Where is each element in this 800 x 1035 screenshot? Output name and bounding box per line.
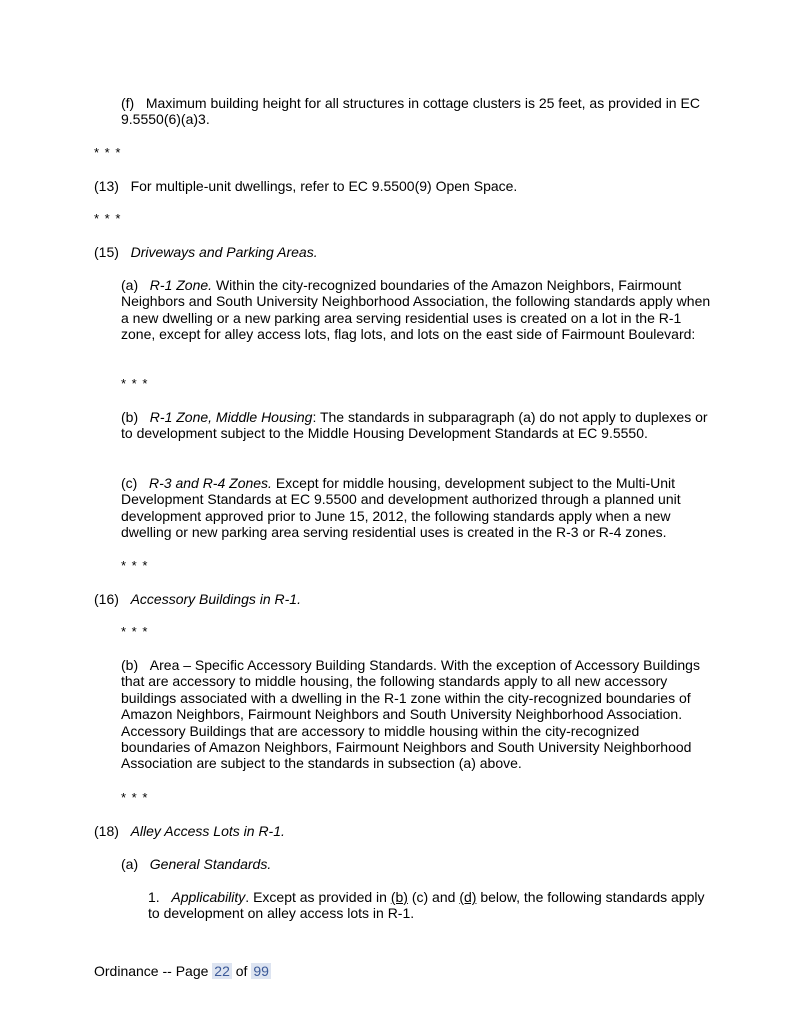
section-heading: Driveways and Parking Areas. bbox=[130, 244, 318, 260]
footer-prefix: Ordinance -- Page bbox=[94, 963, 209, 979]
paragraph-label: (b) bbox=[121, 409, 139, 425]
paragraph-18 bbox=[94, 823, 714, 839]
paragraph-text: : The standards in subparagraph (a) do not apply to duplexes or to development subject to the Middle Housing Development Standards at EC 9.5550. bbox=[121, 409, 708, 442]
paragraph-15a bbox=[121, 277, 711, 343]
paragraph-text: Within the city-recognized boundaries of the Amazon Neighbors, Fairmount Neighbors and South University Neighborhood Association, the following standards apply when a new dwelling or a new parking area serving residential uses is created on a lot in the R-1 zone, except for alley access lots, flag lots, and lots on the east side of Fairmount Boulevard: bbox=[121, 277, 711, 343]
separator: * * * bbox=[121, 558, 149, 573]
paragraph-text: Except for middle housing, development subject to the Multi-Unit Development Standards at EC 9.5500 and development authorized through a planned unit development approved prior to June 15, 2012, the following standards apply when a new dwelling or new parking area serving residential uses is created in the R-3 or R-4 zones. bbox=[121, 475, 681, 541]
paragraph-label: (16) bbox=[94, 591, 119, 607]
paragraph-title: Applicability bbox=[171, 889, 246, 905]
paragraph-text: Area – Specific Accessory Building Standards. With the exception of Accessory Buildings that are accessory to middle housing, the following standards apply to all new accessory buildings associated with a dwelling in the R-1 zone within the city-recognized boundaries of Amazon Neighbors, Fairmount Neighbors and South University Neighborhood Association. Accessory Buildings that are accessory to middle housing within the city-recognized boundaries of Amazon Neighbors, Fairmount Neighbors and South University Neighborhood Association are subject to the standards in subsection (a) above. bbox=[121, 657, 700, 772]
paragraph-18a1 bbox=[148, 889, 708, 922]
paragraph-title: R-1 Zone, Middle Housing bbox=[149, 409, 313, 425]
paragraph-label: (13) bbox=[94, 178, 119, 194]
separator: * * * bbox=[121, 790, 149, 805]
paragraph-15b bbox=[121, 409, 711, 442]
paragraph-13 bbox=[94, 178, 714, 194]
paragraph-title: R-1 Zone. bbox=[149, 277, 213, 293]
paragraph-text: (c) and bbox=[407, 889, 460, 905]
paragraph-16 bbox=[94, 591, 714, 607]
paragraph-label: (f) bbox=[121, 95, 135, 111]
page-footer bbox=[94, 963, 271, 979]
paragraph-label: 1. bbox=[148, 889, 160, 905]
current-page-field[interactable]: 22 bbox=[214, 963, 230, 979]
paragraph-text: below, the following standards apply to development on alley access lots in R-1. bbox=[148, 889, 705, 922]
paragraph-label: (b) bbox=[121, 657, 139, 673]
footer-of: of bbox=[235, 963, 248, 979]
section-heading: Alley Access Lots in R-1. bbox=[130, 823, 285, 839]
paragraph-label: (c) bbox=[121, 475, 138, 491]
paragraph-16b bbox=[121, 657, 711, 772]
paragraph-label: (15) bbox=[94, 244, 119, 260]
separator: * * * bbox=[94, 211, 122, 226]
section-heading: General Standards. bbox=[149, 856, 272, 872]
separator: * * * bbox=[121, 376, 149, 391]
paragraph-label: (a) bbox=[121, 277, 139, 293]
reference-d-link[interactable]: (d) bbox=[459, 889, 477, 905]
separator: * * * bbox=[121, 624, 149, 639]
paragraph-label: (a) bbox=[121, 856, 139, 872]
reference-b-link[interactable]: (b) bbox=[390, 889, 408, 905]
paragraph-label: (18) bbox=[94, 823, 119, 839]
paragraph-18a bbox=[121, 856, 711, 872]
paragraph-title: R-3 and R-4 Zones. bbox=[149, 475, 272, 491]
separator: * * * bbox=[94, 145, 122, 160]
paragraph-15 bbox=[94, 244, 714, 260]
paragraph-text: Maximum building height for all structures in cottage clusters is 25 feet, as provided in EC 9.5550(6)(a)3. bbox=[121, 95, 700, 128]
total-pages-field[interactable]: 99 bbox=[253, 963, 269, 979]
paragraph-f bbox=[121, 95, 711, 128]
paragraph-15c bbox=[121, 475, 711, 541]
section-heading: Accessory Buildings in R-1. bbox=[130, 591, 301, 607]
paragraph-text: For multiple-unit dwellings, refer to EC 9.5500(9) Open Space. bbox=[130, 178, 518, 194]
paragraph-text: . Except as provided in bbox=[245, 889, 391, 905]
